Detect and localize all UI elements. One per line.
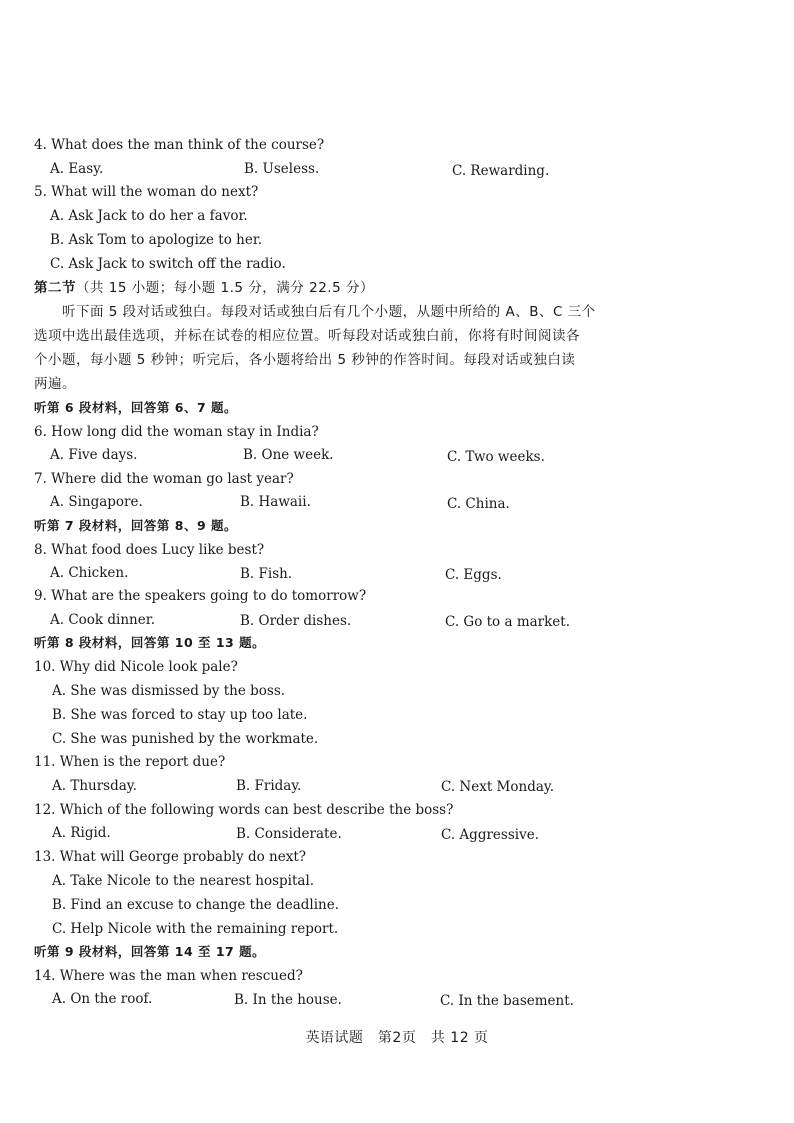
q8-stem: 8. What food does Lucy like best?	[34, 542, 265, 558]
q5-option-b: B. Ask Tom to apologize to her.	[50, 232, 263, 248]
q7-option-a: A. Singapore.	[50, 494, 143, 510]
q8-option-a: A. Chicken.	[50, 565, 129, 581]
q5-stem: 5. What will the woman do next?	[34, 184, 259, 200]
part-7-heading: 听第 7 段材料，回答第 8、9 题。	[34, 518, 238, 533]
q7-stem: 7. Where did the woman go last year?	[34, 471, 294, 487]
section-title: 第二节	[34, 280, 76, 296]
q9-stem: 9. What are the speakers going to do tomorrow?	[34, 588, 367, 604]
q11-stem: 11. When is the report due?	[34, 754, 226, 770]
section-instructions-line-1: 听下面 5 段对话或独白。每段对话或独白后有几个小题，从题中所给的 A、B、C 三个	[62, 304, 596, 320]
section-heading	[34, 279, 374, 297]
section-instructions-line-2: 选项中选出最佳选项，并标在试卷的相应位置。听每段对话或独白前，你将有时间阅读各	[34, 328, 580, 344]
section-instructions-line-3: 个小题，每小题 5 秒钟；听完后，各小题将给出 5 秒钟的作答时间。每段对话或独白读	[34, 352, 576, 368]
q13-option-c: C. Help Nicole with the remaining report.	[52, 921, 339, 937]
q13-stem: 13. What will George probably do next?	[34, 849, 306, 865]
q7-option-b: B. Hawaii.	[240, 494, 311, 510]
q6-option-a: A. Five days.	[50, 447, 138, 463]
q9-option-b: B. Order dishes.	[240, 613, 352, 629]
q9-option-a: A. Cook dinner.	[50, 612, 155, 628]
q14-option-a: A. On the roof.	[52, 991, 153, 1007]
q12-option-a: A. Rigid.	[52, 825, 111, 841]
q12-stem: 12. Which of the following words can best describe the boss?	[34, 802, 454, 818]
q14-option-b: B. In the house.	[234, 992, 342, 1008]
part-9-heading: 听第 9 段材料，回答第 14 至 17 题。	[34, 944, 266, 959]
q6-option-b: B. One week.	[243, 447, 334, 463]
part-8-heading: 听第 8 段材料，回答第 10 至 13 题。	[34, 635, 266, 650]
q6-option-c: C. Two weeks.	[447, 449, 545, 465]
q14-stem: 14. Where was the man when rescued?	[34, 968, 303, 984]
q13-option-b: B. Find an excuse to change the deadline.	[52, 897, 340, 913]
q8-option-c: C. Eggs.	[445, 567, 502, 583]
q10-option-a: A. She was dismissed by the boss.	[52, 683, 286, 699]
q11-option-b: B. Friday.	[236, 778, 302, 794]
q14-option-c: C. In the basement.	[440, 993, 574, 1009]
q10-option-c: C. She was punished by the workmate.	[52, 731, 319, 747]
q7-option-c: C. China.	[447, 496, 510, 512]
q12-option-c: C. Aggressive.	[441, 827, 539, 843]
q11-option-a: A. Thursday.	[52, 778, 137, 794]
section-instructions-line-4: 两遍。	[34, 376, 76, 392]
q4-option-c: C. Rewarding.	[452, 163, 550, 179]
q13-option-a: A. Take Nicole to the nearest hospital.	[52, 873, 315, 889]
q6-stem: 6. How long did the woman stay in India?	[34, 424, 319, 440]
page-footer: 英语试题 第2页 共 12 页	[305, 1030, 489, 1046]
q4-option-a: A. Easy.	[50, 161, 104, 177]
q4-stem: 4. What does the man think of the course?	[34, 137, 325, 153]
section-scoring: （共 15 小题；每小题 1.5 分，满分 22.5 分）	[76, 280, 374, 296]
part-6-heading: 听第 6 段材料，回答第 6、7 题。	[34, 400, 238, 415]
q8-option-b: B. Fish.	[240, 566, 293, 582]
q4-option-b: B. Useless.	[244, 161, 320, 177]
q12-option-b: B. Considerate.	[236, 826, 342, 842]
q5-option-c: C. Ask Jack to switch off the radio.	[50, 256, 286, 272]
q10-option-b: B. She was forced to stay up too late.	[52, 707, 308, 723]
q9-option-c: C. Go to a market.	[445, 614, 571, 630]
q5-option-a: A. Ask Jack to do her a favor.	[50, 208, 248, 224]
q11-option-c: C. Next Monday.	[441, 779, 555, 795]
q10-stem: 10. Why did Nicole look pale?	[34, 659, 238, 675]
